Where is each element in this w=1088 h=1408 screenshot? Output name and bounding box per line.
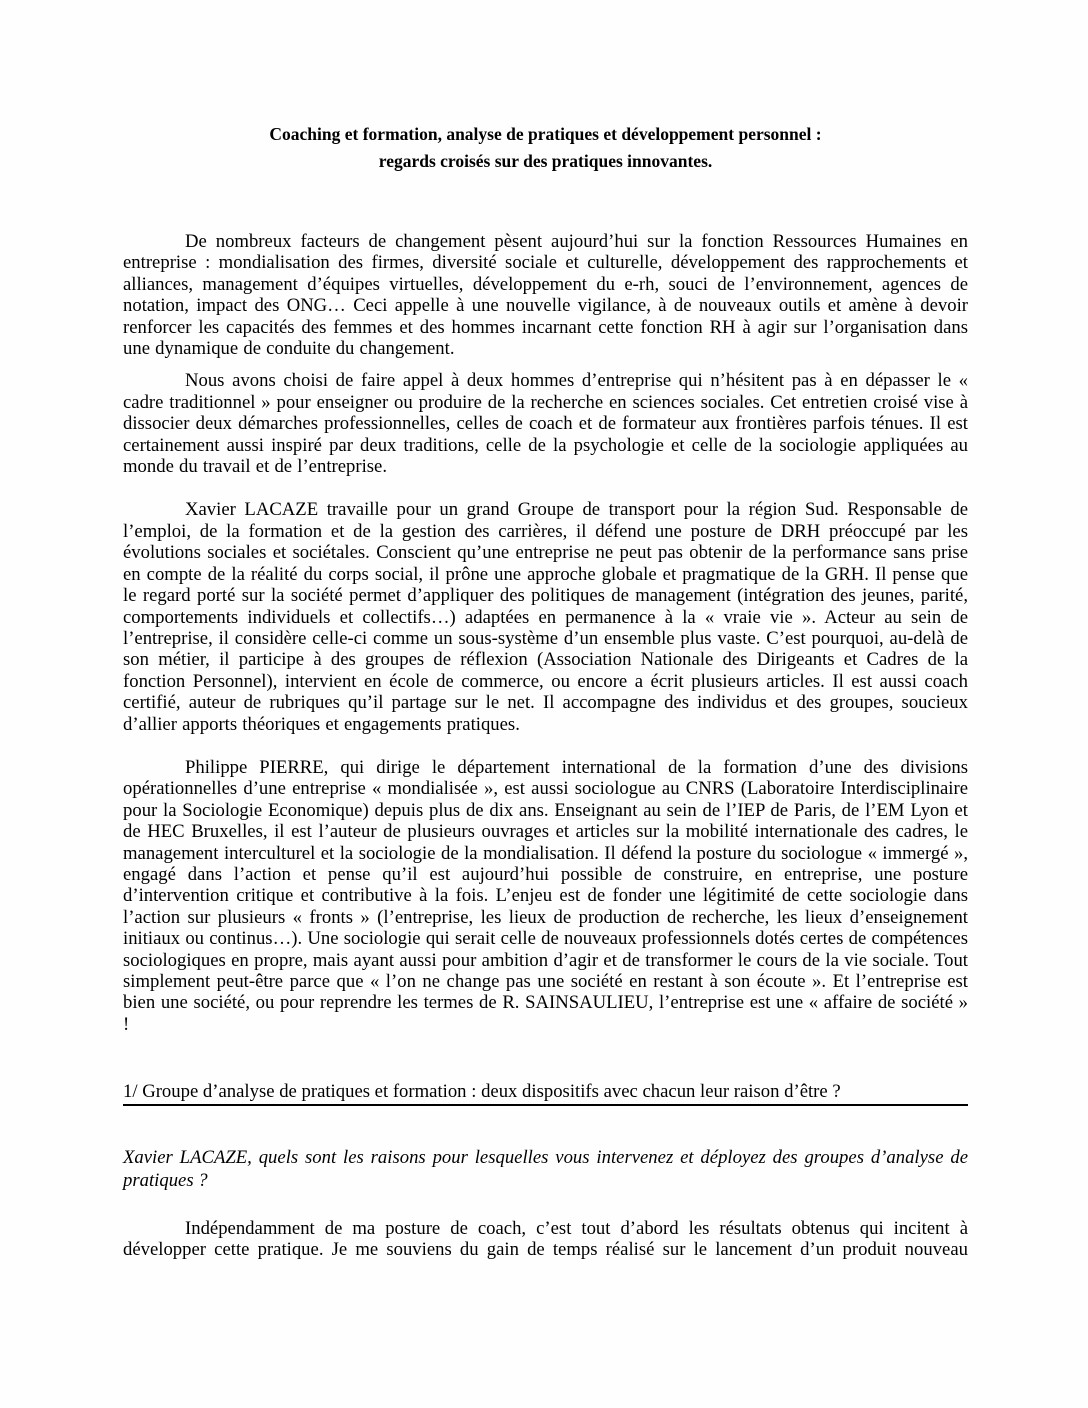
intro-paragraph-1: De nombreux facteurs de changement pèsent aujourd’hui sur la fonction Ressources Humaines en entreprise : mondialisation des firmes, diversité sociale et culturelle, développement des rapprochements et alliances, management d’équipes virtuelles, développement du e-rh, souci de l’environnement, agences de notation, impact des ONG… Ceci appelle à une nouvelle vigilance, à de nouveaux outils et amène à devoir renforcer les capacités des femmes et des hommes incarnant cette fonction RH à agir sur l’organisation dans une dynamique de conduite du changement. [123,231,968,360]
interview-question: Xavier LACAZE, quels sont les raisons pour lesquelles vous intervenez et déployez des groupes d’analyse de pratiques ? [123,1146,968,1191]
section-heading [123,1081,968,1105]
section-heading-text: 1/ Groupe d’analyse de pratiques et formation : deux dispositifs avec chacun leur raison d’être ? [123,1081,841,1103]
title-line-1: Coaching et formation, analyse de pratiques et développement personnel : [269,124,822,144]
intro-paragraph-2: Nous avons choisi de faire appel à deux hommes d’entreprise qui n’hésitent pas à en dépasser le « cadre traditionnel » pour enseigner ou produire de la recherche en sciences sociales. Cet entretien croisé vise à dissocier deux démarches professionnelles, celles de coach et de formateur aux frontières parfois ténues. Il est certainement aussi inspiré par deux traditions, celle de la psychologie et celle de la sociologie appliquées au monde du travail et de l’entreprise. [123,370,968,478]
bio-paragraph-philippe-pierre: Philippe PIERRE, qui dirige le département international de la formation d’une des divisions opérationnelles d’une entreprise « mondialisée », est aussi sociologue au CNRS (Laboratoire Interdisciplinaire pour la Sociologie Economique) depuis plus de dix ans. Enseignant au sein de l’IEP de Paris, de l’EM Lyon et de HEC Bruxelles, il est l’auteur de plusieurs ouvrages et articles sur la mobilité internationale des cadres, le management interculturel et la sociologie de la mondialisation. Il défend la posture du sociologue « immergé », engagé dans l’action et pense qu’il est aujourd’hui possible de construire, en entreprise, une posture d’intervention critique et contributive à la fois. L’enjeu est de fonder une légitimité de cette sociologie dans l’action sur plusieurs « fronts » (l’entreprise, les lieux de production de recherche, les lieux d’enseignement initiaux ou continus…). Une sociologie qui serait celle de nouveaux professionnels dotés certes de compétences sociologiques en propre, mais ayant aussi pour ambition d’agir et de transformer le cours de la vie sociale. Tout simplement peut-être parce que « l’on ne change pas une société en restant à son écoute ». Et l’entreprise est bien une société, ou pour reprendre les termes de R. SAINSAULIEU, l’entreprise est une « affaire de société » ! [123,756,968,1035]
bio-paragraph-xavier-lacaze: Xavier LACAZE travaille pour un grand Groupe de transport pour la région Sud. Responsable de l’emploi, de la formation et de la gestion des carrières, il défend une posture de DRH préoccupé par les évolutions sociales et sociétales. Conscient qu’une entreprise ne peut pas obtenir de la performance sans prise en compte de la réalité du corps social, il prône une approche globale et pragmatique de la GRH. Il pense que le regard porté sur la société permet d’appliquer des politiques de management (intégration des jeunes, parité, comportements individuels et collectifs…) adaptées en permanence à la « vraie vie ». Acteur au sein de l’entreprise, il considère celle-ci comme un sous-système d’un ensemble plus vaste. C’est pourquoi, au-delà de son métier, il participe à des groupes de réflexion (Association Nationale des Dirigeants et Cadres de la fonction Personnel), intervient en école de commerce, ou encore a écrit plusieurs articles. Il est aussi coach certifié, auteur de rubriques qu’il partage sur le net. Il accompagne des individus et des groupes, soucieux d’allier apports théoriques et engagements pratiques. [123,499,968,735]
answer-paragraph: Indépendamment de ma posture de coach, c’est tout d’abord les résultats obtenus qui incitent à développer cette pratique. Je me souviens du gain de temps réalisé sur le lancement d’un produit nouveau [123,1217,968,1261]
document-title [123,121,968,175]
title-line-2: regards croisés sur des pratiques innovantes. [378,151,713,171]
